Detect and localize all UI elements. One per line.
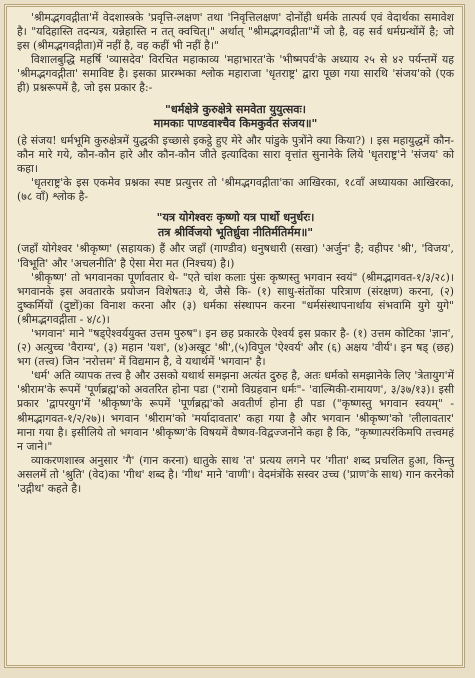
page-frame: [4, 4, 465, 668]
paragraph-shrikrishna-arjun: (जहाँ योगेश्वर 'श्रीकृष्ण' (सहायक) हैं और जहाँ (गाण्डीव) धनुषधारी (सखा) 'अर्जुन' है; वहीपर 'श्री', 'विजय', 'विभूति' और 'अचलनीति' है ऐसा मेरा मत (निश्चय) है।): [17, 242, 454, 270]
verse-dharmakshetre: "धर्मक्षेत्रे कुरुक्षेत्रे समवेता युयुत्सवः। मामकाः पाण्डवाश्चैव किमकुर्वत संजय॥": [153, 101, 318, 131]
paragraph-bhagavan: 'भगवान' माने "षड्ऐश्वर्ययुक्त उत्तम पुरुष"। इन छह प्रकारके ऐश्वर्य इस प्रकार है- (१) उत्तम कोटिका 'ज्ञान', (२) अत्युच्च 'वैराग्य', (३) महान 'यश', (४)अखूट 'श्री',(५)विपुल 'ऐश्वर्य' और (६) अक्षय 'वीर्य'। इन षड् (छह) भग (तत्त्व) जिन 'नरोत्तम' में विद्यमान है, वे यथार्थमें 'भगवान' है।: [17, 326, 454, 369]
paragraph-gita-word: व्याकरणशास्त्र अनुसार 'गै' (गान करना) धातुके साथ 'त' प्रत्यय लगने पर 'गीता' शब्द प्रचलित हुआ, किन्तु असलमें तो 'श्रुति' (वेद)का 'गीथ' शब्द है। 'गीथ' माने 'वाणी'। वेदमंत्रोंके सस्वर उच्च ('प्राण'के साथ) गान करनेको 'उद्गीथ' कहते है।: [17, 453, 454, 495]
document-body: [17, 11, 454, 496]
paragraph-intro: 'श्रीमद्भगवद्गीता'में वेदशास्त्रके 'प्रवृत्ति-लक्षण' तथा 'निवृत्तिलक्षण' दोनोंही धर्मके तात्पर्य एवं वेदार्थका समावेश है। "यदिहास्ति तदन्यत्र, यन्नेहास्ति न तत् क्वचित्।" अर्थात् "श्रीमद्भगवद्गीता"में जो है, वह सर्व धर्मग्रन्थोंमें है; जो इस (श्रीमद्भगवद्गीता)में नहीं है, वह कहीं भी नहीं है।": [17, 11, 454, 53]
paragraph-sanjay: (हे संजय! धर्मभूमि कुरुक्षेत्रमें युद्धकी इच्छासे इकट्ठे हुए मेरे और पांडुके पुत्रोंने क्या किया?) । इस महायुद्धमें कौन-कौन मारे गये, कौन-कौन हारे और कौन-कौन जीते इत्यादिका सारा वृत्तांत सुनानेके लिये 'धृतराष्ट्र'ने 'संजय' को कहा।: [17, 133, 454, 175]
paragraph-purnavatar: 'श्रीकृष्ण' तो भगवानका पूर्णावतार थे- "एते चांश कलाः पुंसः कृष्णस्तु भगवान स्वयं" (श्रीमद्भागवत-१/३/२८)। भगवानके इस अवतारके प्रयोजन विशेषतः३ थे, जैसे कि- (१) साधु-संतोंका परित्राण (संरक्षण) करना, (२) दुष्कर्मियों (दुष्टों)का विनाश करना और (३) धर्मका संस्थापन करना "धर्मसंस्थापनार्थाय संभवामि युगे युगे" (श्रीमद्भगवद्गीता - ४/८)।: [17, 270, 454, 326]
verse-yatra-yogeshwarah: "यत्र योगेश्वरः कृष्णो यत्र पार्थो धनुर्धरः। तत्र श्रीर्विजयो भूतिर्ध्रुवा नीतिर्मतिर्मम॥": [156, 210, 315, 239]
paragraph-dharma: 'धर्म' अति व्यापक तत्त्व है और उसको यथार्थ समझना अत्यंत दुरुह है, अतः धर्मको समझानेके लिए 'त्रेतायुग'में 'श्रीराम'के रूपमें 'पूर्णब्रह्म'को अवतरित होना पडा ("रामो विग्रहवान धर्मः"- 'वाल्मिकी-रामायण', ३/३७/१३)। इसी प्रकार 'द्वापरयुग'में 'श्रीकृष्ण'के रूपमें 'पूर्णब्रह्म'को अवतीर्ण होना ही पडा ("कृष्णस्तु भगवान स्वयम्" - श्रीमद्भागवत-१/२/२७)। भगवान 'श्रीराम'को 'मर्यादावतार' कहा गया है और भगवान 'श्रीकृष्ण'को 'लीलावतार' माना गया है। इसीलिये तो भगवान 'श्रीकृष्ण'के विषयमें वैष्णव-विद्वज्जनोंने कहा है कि, "कृष्णात्परंकिमपि तत्त्वमहं न जाने।": [17, 369, 454, 453]
paragraph-dhritarashtra: 'धृतराष्ट्र'के इस एकमेव प्रश्नका स्पष्ट प्रत्युत्तर तो 'श्रीमद्भगवद्गीता'का आखिरका, १८वाँ अध्यायका आखिरका, (७८ वाँ) श्लोक है-: [17, 176, 454, 204]
paragraph-mahabharata: विशालबुद्धि महर्षि 'व्यासदेव' विरचित महाकाव्य 'महाभारत'के 'भीष्मपर्व'के अध्याय २५ से ४२ पर्यन्तमें यह 'श्रीमद्भगवद्गीता' समाविष्ट है। इसका प्रारम्भका श्लोक महाराजा 'धृतराष्ट्र' द्वारा पूछा गया सारथि 'संजय'को (एक ही) प्रश्नरूपमें है, जो इस प्रकार है:-: [17, 53, 454, 95]
